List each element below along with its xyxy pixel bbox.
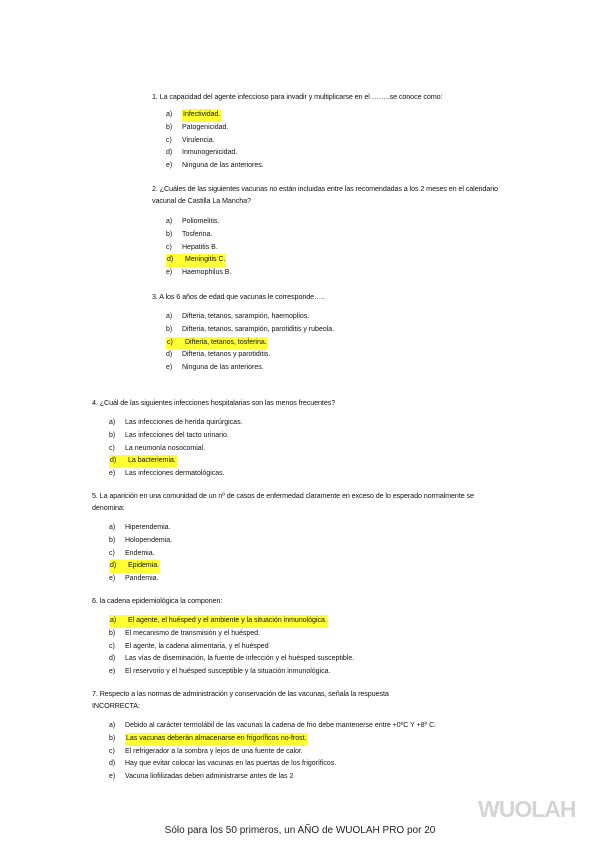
question-7: 7. Respecto a las normas de administración y conservación de las vacunas, señala la respuesta INCORRECTA:: [92, 689, 389, 710]
correct-answer: Las vacunas deberán almacenarse en frigoríficos no-frost.: [125, 733, 308, 746]
promo-footer[interactable]: Sólo para los 50 primeros, un AÑO de WUOLAH PRO por 20: [164, 825, 436, 836]
option-d: d) La bacteriemia.: [109, 455, 243, 468]
option-b: b) Holopendemia.: [109, 536, 173, 544]
question-4: 4. ¿Cuál de las siguientes infecciones hospitalarias son las menos frecuentes?: [92, 398, 336, 407]
question-2-options: [166, 216, 231, 280]
option-b: b) Difteria, tetanos, sarampión, parotiditis y rubeola.: [166, 325, 335, 333]
correct-answer: Infectividad.: [182, 109, 221, 122]
option-a: a) Las infecciones de herida quirúrgicas.: [109, 419, 243, 426]
option-c: c) La neumonía nosocomial.: [109, 444, 206, 452]
correct-answer: Difteria, tetanos, tosferina.: [184, 337, 268, 350]
option-d: d) Meningitis C.: [166, 254, 231, 267]
question-7-options: [109, 720, 449, 784]
wuolah-watermark: WUOLAH: [478, 796, 576, 822]
option-d: d) Epidemia.: [109, 560, 172, 573]
correct-answer: La bacteriemia.: [127, 455, 177, 468]
correct-answer: Meningitis C.: [184, 254, 226, 267]
option-c: c) Endemia.: [109, 549, 155, 557]
option-a: a) El agente, el huésped y el ambiente y la situación inmunológica.: [109, 615, 354, 628]
option-b: b) Patogenicidad.: [166, 123, 229, 131]
option-e: e) Vacuna liofilizadas deben administrarse antes de las 2: [109, 773, 294, 781]
option-e: e) Ninguna de las anteriores.: [166, 364, 264, 372]
question-5: 5. La aparición en una comunidad de un nº de casos de enfermedad claramente en exceso de lo esperado normalmente se denomina:: [92, 491, 474, 512]
option-e: e) El reservorio y el huésped susceptible y la situación inmunológica.: [109, 668, 331, 676]
question-1: 1. La capacidad del agente infeccioso para invadir y multiplicarse en el ……..se conoce como:: [152, 92, 443, 101]
option-e: e) Pandemia.: [109, 575, 159, 583]
option-c: c) El refrigerador a la sombra y lejos de una fuente de calor.: [109, 747, 303, 755]
option-b: b) Las vacunas deberán almacenarse en frigoríficos no-frost.: [109, 733, 449, 746]
option-b: b) El mecanismo de transmisión y el huésped.: [109, 629, 261, 637]
option-a: a) Infectividad.: [166, 109, 264, 122]
option-d: d) Difteria, tetanos y parotiditis.: [166, 351, 271, 359]
option-d: d) Hay que evitar colocar las vacunas en las puertas de los frigoríficos.: [109, 760, 337, 768]
option-d: d) Inmunogenicidad.: [166, 149, 238, 157]
question-3-options: [166, 311, 334, 375]
question-5-options: [109, 522, 172, 586]
question-1-options: [166, 109, 264, 173]
option-a: a) Poliomelitis.: [166, 218, 220, 225]
option-e: e) Haemophilus B.: [166, 269, 232, 277]
question-6-options: [109, 615, 354, 679]
question-6: 6. la cadena epidemiológica la componen:: [92, 596, 223, 605]
option-b: b) Tosferina.: [166, 230, 213, 238]
option-a: a) Hiperendemia.: [109, 524, 171, 531]
option-c: c) Difteria, tetanos, tosferina.: [166, 337, 334, 350]
option-a: a) Difteria, tetanos, sarampión, haemoplios.: [166, 313, 310, 320]
question-3: 3. A los 6 años de edad que vacunas le corresponde…..: [152, 292, 325, 301]
option-e: e) Las infecciones dermatológicas.: [109, 470, 225, 478]
option-c: c) El agente, la cadena alimentaria, y el huésped: [109, 642, 269, 650]
option-a: a) Debido al carácter termolábil de las vacunas la cadena de frio debe mantenerse entre +0ºC Y +8º C.: [109, 722, 437, 729]
correct-answer: El agente, el huésped y el ambiente y la situación inmunológica.: [127, 615, 328, 628]
question-4-options: [109, 417, 243, 481]
option-e: e) Ninguna de las anteriores.: [166, 162, 264, 170]
question-2: 2. ¿Cuáles de las siguientes vacunas no están incluidas entre las recomendadas a los 2 meses en el calendario vacunal de Castilla La Mancha?: [152, 184, 498, 205]
correct-answer: Epidemia.: [127, 560, 160, 573]
option-c: c) Virulencia.: [166, 136, 215, 144]
option-b: b) Las infecciones del tacto urinario.: [109, 431, 229, 439]
option-c: c) Hepatitis B.: [166, 243, 218, 251]
option-d: d) Las vías de diseminación, la fuente de infección y el huésped susceptible.: [109, 655, 355, 663]
